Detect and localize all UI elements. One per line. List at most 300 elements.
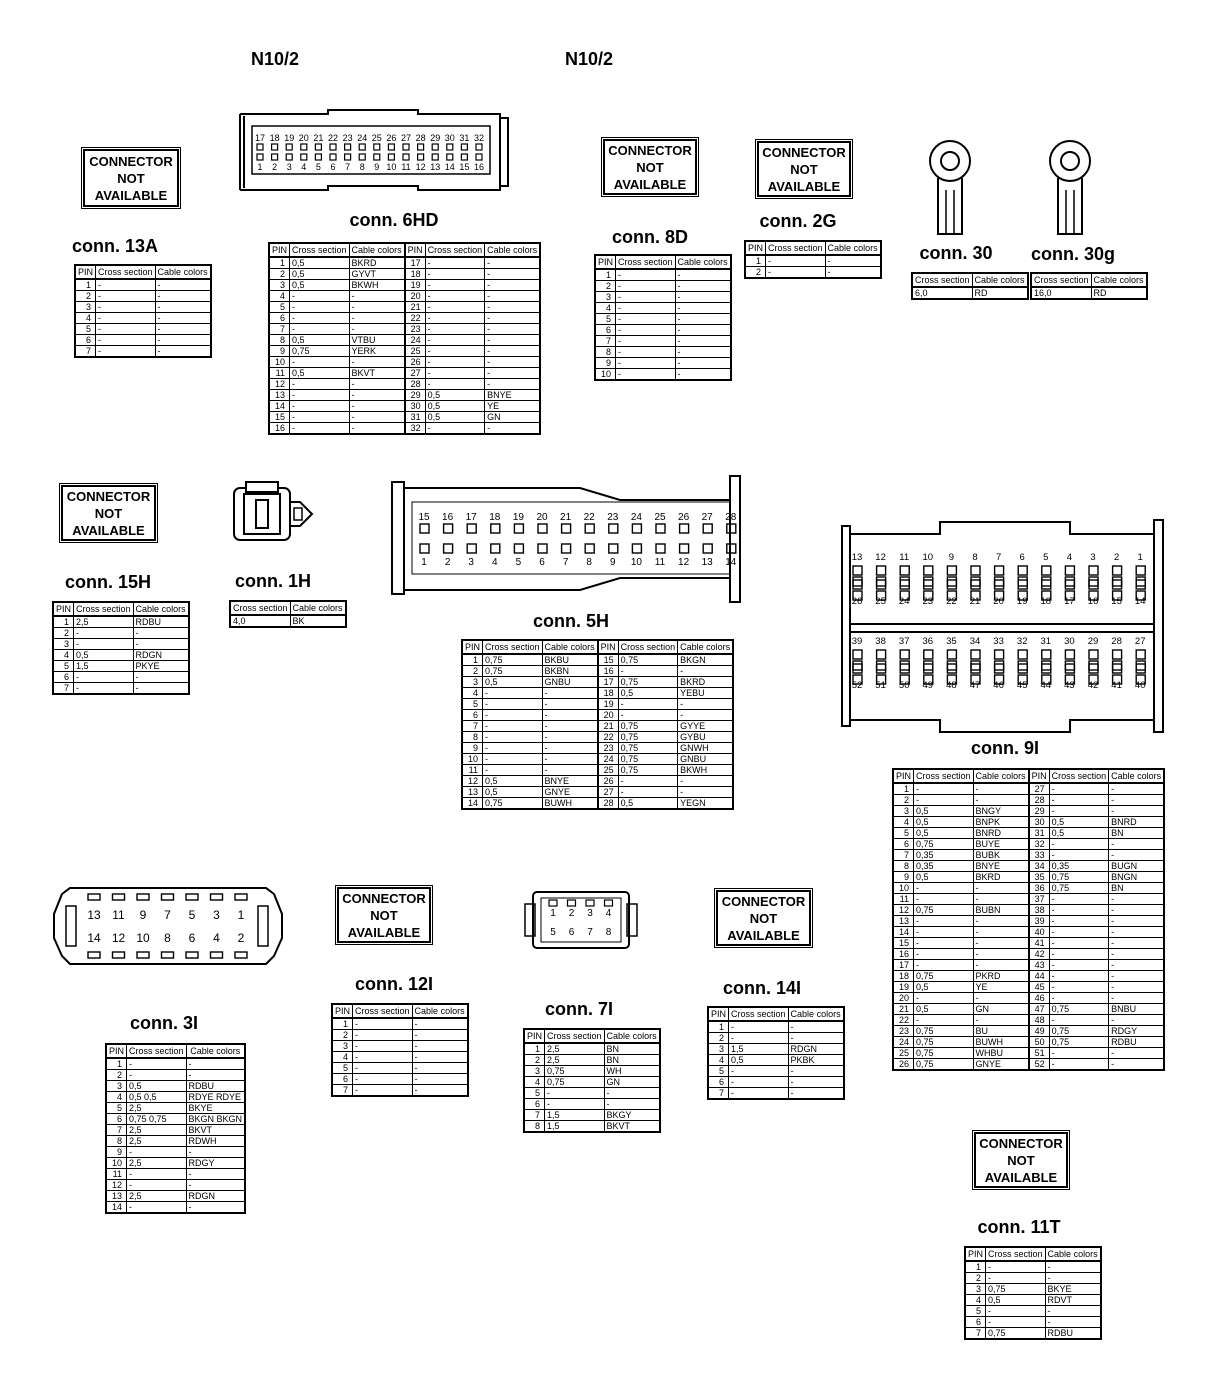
cross-section-cell: 0,5 (483, 776, 543, 787)
pin-cell: 46 (1029, 993, 1050, 1004)
pin-label: 16 (1087, 596, 1099, 607)
pin-cell: 5 (106, 1103, 127, 1114)
pin-cavity (853, 566, 862, 575)
cable-color-cell: - (412, 1063, 468, 1074)
cable-color-cell: - (1045, 1273, 1101, 1284)
cable-color-cell: BK (290, 615, 346, 627)
cable-color-cell: GNYE (542, 787, 598, 798)
cross-section-cell: 0,5 (74, 650, 134, 661)
pin-cavity (971, 664, 980, 673)
pin-cell: 32 (1029, 839, 1050, 850)
pin-cavity (461, 144, 467, 150)
cross-section-cell: - (914, 883, 974, 894)
pin-cell: 1 (106, 1058, 127, 1070)
pin-label: 28 (725, 512, 737, 523)
pin-cavity (444, 544, 453, 553)
not-available-text: AVAILABLE (347, 924, 421, 940)
pin-label: 1 (237, 908, 245, 922)
cross-section-cell: 0,75 (618, 765, 678, 776)
pin-cavity (924, 650, 933, 659)
cross-section-cell: - (425, 335, 485, 346)
pin-cell: 16 (269, 423, 290, 435)
pin-label: 5 (315, 162, 321, 172)
cable-color-cell: - (1109, 982, 1165, 993)
table-row (75, 279, 211, 291)
cross-section-cell: - (1049, 960, 1109, 971)
cable-color-cell: WH (604, 1066, 660, 1077)
title-11T: conn. 11T (977, 1217, 1061, 1237)
title-15H: conn. 15H (64, 572, 152, 592)
cable-color-cell: BKYE (1045, 1284, 1101, 1295)
cable-color-cell: - (1109, 927, 1165, 938)
pin-cavity (301, 154, 307, 160)
cross-section-cell: - (96, 346, 156, 358)
pin-cavity (727, 544, 736, 553)
cable-color-cell: - (349, 379, 405, 390)
pin-cavity (272, 144, 278, 150)
cable-color-cell: RDBU (1045, 1328, 1101, 1340)
cross-section-cell: - (290, 313, 350, 324)
pin-label: 3 (286, 162, 292, 172)
cable-color-cell: - (412, 1052, 468, 1063)
pin-cell: 1 (75, 279, 96, 291)
cross-section-cell: - (616, 269, 676, 281)
pin-cavity (995, 664, 1004, 673)
cable-color-cell: - (1109, 894, 1165, 905)
cable-color-cell: - (485, 302, 541, 313)
cable-color-cell: - (349, 291, 405, 302)
pin-cavity (568, 900, 576, 906)
pin-cell: 7 (53, 683, 74, 695)
cross-section-cell: - (986, 1317, 1046, 1328)
pin-cell: 4 (965, 1295, 986, 1306)
cable-color-cell: GN (604, 1077, 660, 1088)
pin-table-2G (744, 240, 882, 279)
table-row (893, 938, 1164, 949)
pin-cell: 37 (1029, 894, 1050, 905)
pin-label: 3 (587, 908, 593, 919)
table-row (893, 971, 1164, 982)
pin-cell: 14 (893, 927, 914, 938)
table-row (965, 1317, 1101, 1328)
cable-color-cell: RDWH (186, 1136, 245, 1147)
pin-cell: 26 (893, 1059, 914, 1071)
cable-color-cell: - (973, 949, 1029, 960)
cable-color-cell: VTBU (349, 335, 405, 346)
pin-cell: 51 (1029, 1048, 1050, 1059)
not-available-text: NOT (94, 505, 123, 521)
pin-table-15H (52, 601, 190, 695)
pin-cavity (562, 544, 571, 553)
cable-color-cell: - (678, 699, 734, 710)
table-row (893, 1004, 1164, 1015)
table-header (965, 1247, 1101, 1261)
table-row (75, 346, 211, 358)
pin-cell: 1 (893, 783, 914, 795)
pin-cavity (137, 894, 149, 900)
pin-cavity (418, 154, 424, 160)
pin-label: 23 (607, 512, 619, 523)
pin-cell: 3 (462, 677, 483, 688)
cable-color-cell: GYBU (678, 732, 734, 743)
pin-cell: 10 (106, 1158, 127, 1169)
pin-cell: 2 (965, 1273, 986, 1284)
table-row (269, 257, 540, 269)
table-header (595, 255, 731, 269)
pin-cavity (1018, 650, 1027, 659)
pin-cavity (947, 577, 956, 586)
cable-color-cell: GN (973, 1004, 1029, 1015)
pin-cavity (1113, 580, 1122, 589)
title-12I: conn. 12I (354, 974, 434, 994)
pin-cell: 10 (462, 754, 483, 765)
table-row (462, 754, 733, 765)
cable-color-cell: - (973, 960, 1029, 971)
pin-label: 23 (922, 596, 934, 607)
cross-section-cell: 6,0 (912, 287, 972, 299)
pin-cell: 4 (53, 650, 74, 661)
pin-cavity (1065, 661, 1074, 670)
not-available-text: AVAILABLE (727, 927, 800, 943)
column-header: PIN (524, 1029, 545, 1043)
cable-color-cell: - (1109, 795, 1165, 806)
title-3I: conn. 3I (129, 1013, 198, 1033)
cable-color-cell: BN (1109, 883, 1165, 894)
column-header: Cable colors (1109, 769, 1165, 783)
pin-cell: 2 (708, 1033, 729, 1044)
pin-cell: 4 (708, 1055, 729, 1066)
cross-section-cell: - (96, 324, 156, 335)
table-header (462, 640, 733, 654)
table-row (75, 324, 211, 335)
cross-section-cell: 0,5 (1049, 817, 1109, 828)
cable-color-cell: RDGY (186, 1158, 245, 1169)
cross-section-cell: 0,75 (618, 677, 678, 688)
cable-color-cell: - (155, 313, 211, 324)
cable-color-cell: BKRD (349, 257, 405, 269)
pin-cavity (186, 952, 198, 958)
cable-color-cell: - (349, 423, 405, 435)
cable-color-cell: BKWH (678, 765, 734, 776)
not-available-text: AVAILABLE (72, 522, 145, 538)
pin-cell: 27 (405, 368, 426, 379)
table-row (595, 358, 731, 369)
pin-cell: 15 (269, 412, 290, 423)
pin-cell: 1 (332, 1018, 353, 1030)
pin-cell: 18 (598, 688, 619, 699)
pin-cell: 6 (75, 335, 96, 346)
cable-color-cell: - (675, 292, 731, 303)
pin-cell: 27 (598, 787, 619, 798)
pin-label: 11 (112, 908, 125, 922)
pin-cavity (1065, 580, 1074, 589)
table-row (269, 313, 540, 324)
cable-color-cell: - (675, 281, 731, 292)
cable-color-cell: - (675, 314, 731, 325)
cross-section-cell: 0,75 (914, 905, 974, 916)
pin-cavity (971, 577, 980, 586)
cross-section-cell: - (766, 255, 826, 267)
cross-section-cell: - (986, 1273, 1046, 1284)
cable-color-cell: - (825, 267, 881, 279)
connector-flange (730, 476, 740, 602)
pin-cavity (403, 144, 409, 150)
cable-color-cell: - (973, 894, 1029, 905)
cable-color-cell: RDBU (133, 616, 189, 628)
table-row (106, 1180, 245, 1191)
pin-label: 43 (1064, 680, 1075, 691)
pin-cavity (877, 661, 886, 670)
pin-cavity (995, 577, 1004, 586)
pin-cavity (1136, 664, 1145, 673)
table-row (269, 390, 540, 401)
table-row (75, 302, 211, 313)
cable-color-cell: - (678, 710, 734, 721)
pin-cell: 20 (405, 291, 426, 302)
table-row (106, 1114, 245, 1125)
pin-label: 26 (851, 596, 863, 607)
pin-label: 14 (87, 931, 101, 945)
cable-color-cell: - (155, 324, 211, 335)
cross-section-cell: 0,5 (290, 335, 350, 346)
pin-cell: 9 (595, 358, 616, 369)
pin-cell: 28 (598, 798, 619, 810)
table-header (106, 1044, 245, 1058)
cross-section-cell: - (616, 336, 676, 347)
table-row (893, 1026, 1164, 1037)
pin-cavity (656, 544, 665, 553)
pin-label: 25 (371, 133, 382, 143)
table-row (893, 795, 1164, 806)
pin-cell: 2 (106, 1070, 127, 1081)
pin-cavity (1113, 566, 1122, 575)
cable-color-cell: BNRD (973, 828, 1029, 839)
pin-cavity (374, 144, 380, 150)
cable-color-cell: - (155, 302, 211, 313)
cross-section-cell: - (425, 257, 485, 269)
table-row (75, 313, 211, 324)
cable-color-cell: - (973, 783, 1029, 795)
pin-cell: 40 (1029, 927, 1050, 938)
pin-label: 47 (969, 680, 981, 691)
cable-color-cell: - (1109, 850, 1165, 861)
pin-cavity (727, 524, 736, 533)
cross-section-cell: 0,75 0,75 (127, 1114, 187, 1125)
pin-cell: 31 (1029, 828, 1050, 839)
pin-cell: 21 (598, 721, 619, 732)
pin-cell: 25 (405, 346, 426, 357)
cross-section-cell: - (914, 949, 974, 960)
pin-cell: 19 (405, 280, 426, 291)
pin-label: 7 (345, 162, 351, 172)
pin-cell: 17 (893, 960, 914, 971)
pin-cell: 17 (405, 257, 426, 269)
cross-section-cell: 0,75 (1049, 872, 1109, 883)
column-header: Cable colors (678, 640, 734, 654)
pin-cell: 5 (595, 314, 616, 325)
cable-color-cell: BUBN (973, 905, 1029, 916)
pin-cavity (995, 650, 1004, 659)
not-available-2G (757, 141, 851, 197)
pin-label: 33 (993, 636, 1004, 647)
cross-section-cell: - (914, 894, 974, 905)
table-row (106, 1070, 245, 1081)
pin-cavity (476, 144, 482, 150)
cross-section-cell: - (483, 710, 543, 721)
pin-cell: 12 (462, 776, 483, 787)
pin-cavity (562, 524, 571, 533)
cross-section-cell: - (766, 267, 826, 279)
cable-color-cell: - (1109, 938, 1165, 949)
pin-cell: 24 (598, 754, 619, 765)
cable-color-cell: BUBK (973, 850, 1029, 861)
not-available-text: CONNECTOR (762, 144, 846, 160)
pin-label: 12 (678, 557, 690, 568)
pin-table-12I (331, 1003, 469, 1097)
pin-cell: 8 (524, 1121, 545, 1133)
table-row (75, 291, 211, 302)
pin-cell: 23 (598, 743, 619, 754)
cable-color-cell: RDGN (788, 1044, 844, 1055)
table-row (595, 314, 731, 325)
pin-label: 24 (357, 133, 368, 143)
pin-cell: 47 (1029, 1004, 1050, 1015)
cable-color-cell: - (788, 1088, 844, 1100)
cable-color-cell: BKGN BKGN (186, 1114, 245, 1125)
pin-cell: 5 (893, 828, 914, 839)
table-row (269, 401, 540, 412)
pin-cell: 1 (269, 257, 290, 269)
cross-section-cell: - (616, 314, 676, 325)
cross-section-cell: 2,5 (127, 1103, 187, 1114)
pin-cavity (330, 144, 336, 150)
pin-label: 14 (1134, 596, 1146, 607)
cross-section-cell: - (616, 292, 676, 303)
table-row (595, 347, 731, 358)
pin-cell: 32 (405, 423, 426, 435)
cable-color-cell: BNYE (973, 861, 1029, 872)
pin-cell: 23 (405, 324, 426, 335)
pin-cell: 26 (598, 776, 619, 787)
cross-section-cell: - (96, 302, 156, 313)
pin-cavity (947, 664, 956, 673)
not-available-11T (974, 1132, 1068, 1188)
pin-cavity (605, 900, 613, 906)
pin-cell: 25 (598, 765, 619, 776)
pin-cell: 4 (332, 1052, 353, 1063)
table-row (269, 280, 540, 291)
table-row (75, 335, 211, 346)
pin-cell: 4 (893, 817, 914, 828)
cross-section-cell: - (127, 1147, 187, 1158)
table-row (462, 798, 733, 810)
pin-cell: 10 (893, 883, 914, 894)
cable-color-cell: YEGN (678, 798, 734, 810)
cable-color-cell: - (485, 423, 541, 435)
connector-latch (500, 118, 508, 186)
pin-label: 5 (188, 908, 196, 922)
pin-cell: 38 (1029, 905, 1050, 916)
cable-color-cell: RD (972, 287, 1028, 299)
pin-label: 31 (459, 133, 470, 143)
pin-cavity (447, 154, 453, 160)
cross-section-cell: 0,5 (425, 390, 485, 401)
table-row (893, 861, 1164, 872)
pin-cavity (853, 650, 862, 659)
cross-section-cell: 0,75 (290, 346, 350, 357)
table-row (893, 872, 1164, 883)
cross-section-cell: 0,35 (1049, 861, 1109, 872)
pin-cavity (1089, 650, 1098, 659)
cross-section-cell: 0,5 (914, 982, 974, 993)
pin-label: 17 (465, 512, 477, 523)
pin-cell: 29 (405, 390, 426, 401)
pin-label: 13 (87, 908, 101, 922)
cable-color-cell: BKGY (604, 1110, 660, 1121)
pin-cell: 1 (965, 1261, 986, 1273)
pin-cell: 44 (1029, 971, 1050, 982)
pin-label: 6 (188, 931, 196, 945)
pin-cavity (924, 577, 933, 586)
column-header: PIN (893, 769, 914, 783)
pin-cavity (211, 894, 223, 900)
pin-cell: 24 (405, 335, 426, 346)
column-header: Cable colors (604, 1029, 660, 1043)
pin-label: 36 (922, 636, 934, 647)
table-row (106, 1191, 245, 1202)
connector-3I-drawing (52, 880, 284, 972)
cable-color-cell: - (542, 765, 598, 776)
pin-label: 50 (898, 680, 910, 691)
cross-section-cell: - (545, 1099, 605, 1110)
pin-cavity (1113, 661, 1122, 670)
cable-color-cell: - (155, 335, 211, 346)
pin-cavity (877, 566, 886, 575)
pin-cavity (1089, 577, 1098, 586)
cable-color-cell: - (485, 368, 541, 379)
cable-color-cell: BUWH (973, 1037, 1029, 1048)
table-row (708, 1021, 844, 1033)
table-row (524, 1043, 660, 1055)
table-header (893, 769, 1164, 783)
pin-label: 19 (1016, 596, 1028, 607)
cable-color-cell: - (788, 1021, 844, 1033)
pin-label: 1 (421, 557, 427, 568)
pin-table-1H (229, 600, 347, 628)
pin-cavity (88, 894, 100, 900)
pin-cell: 2 (75, 291, 96, 302)
pin-cell: 11 (893, 894, 914, 905)
cable-color-cell: BNYE (485, 390, 541, 401)
cable-color-cell: GNBU (542, 677, 598, 688)
table-row (53, 661, 189, 672)
column-header: Cross section (1031, 273, 1091, 287)
table-row (965, 1328, 1101, 1340)
column-header: Cross section (230, 601, 290, 615)
pin-cavity (162, 952, 174, 958)
pin-cavity (467, 544, 476, 553)
table-row (53, 650, 189, 661)
cable-color-cell: - (412, 1074, 468, 1085)
cross-section-cell: 0,5 (290, 257, 350, 269)
pin-label: 51 (875, 680, 886, 691)
pin-cell: 15 (893, 938, 914, 949)
cross-section-cell: - (425, 357, 485, 368)
not-available-text: NOT (749, 910, 778, 926)
pin-cell: 18 (893, 971, 914, 982)
table-row (53, 639, 189, 650)
pin-cavity (1018, 577, 1027, 586)
